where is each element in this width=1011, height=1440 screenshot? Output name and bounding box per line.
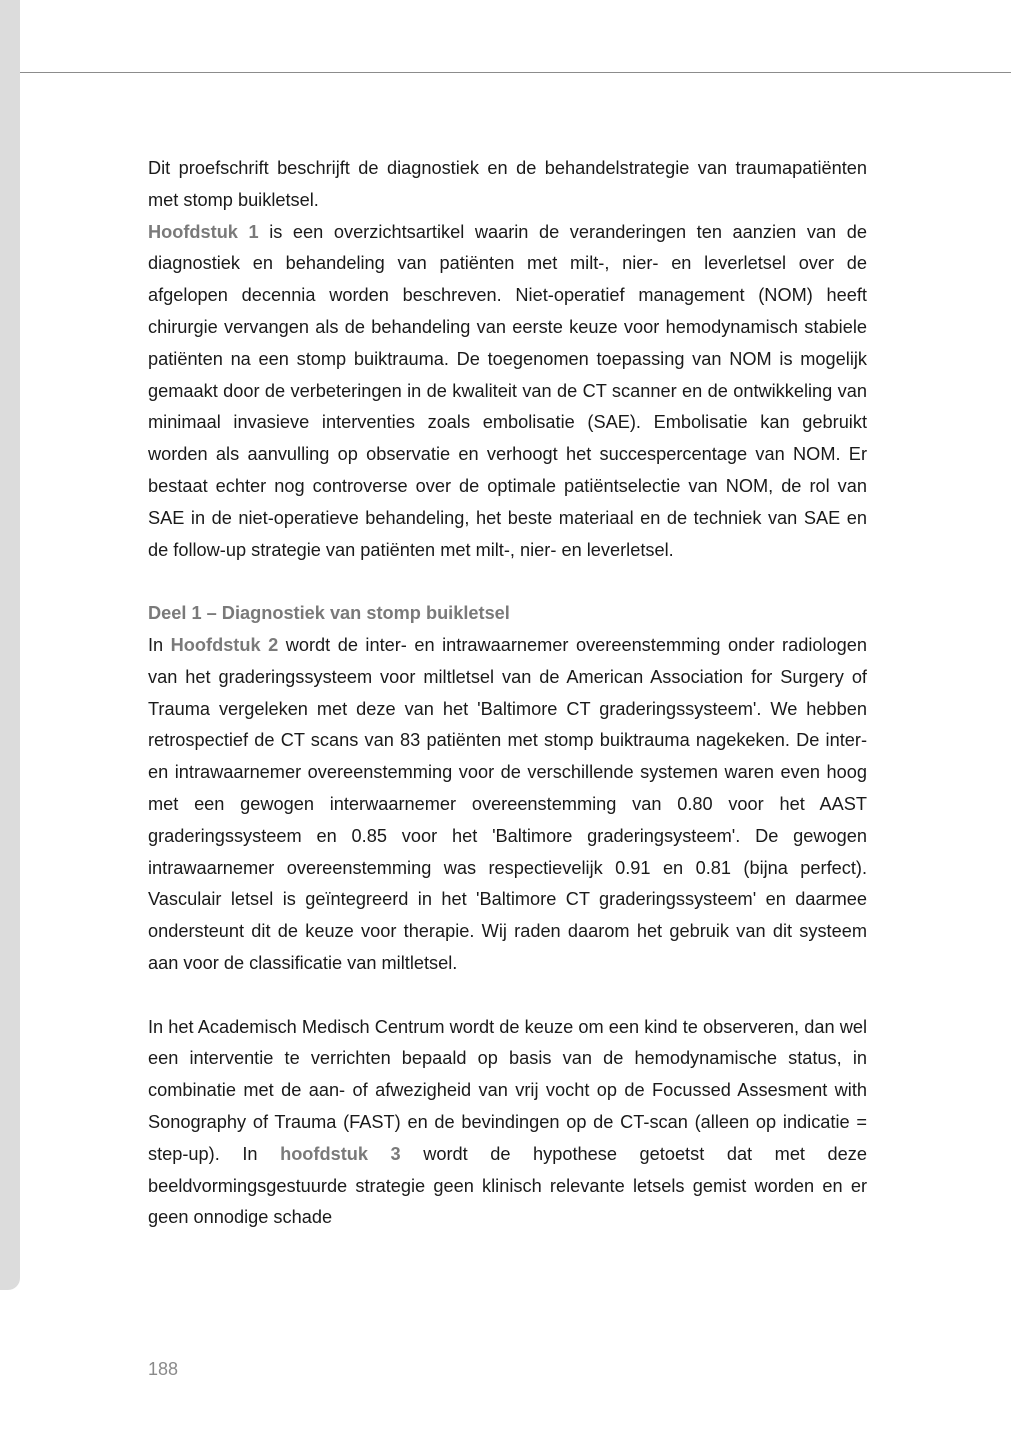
chapter3-text-before: In het Academisch Medisch Centrum wordt de keuze om een kind te observeren, dan wel een interventie te verrichten bepaald op basis van de hemodynamische status, in combinatie met de aan- of afwezigheid van vrij vocht op de Focussed Assesment with Sonography of Trauma (FAST) en de bevindingen op de CT-scan (alleen op indicatie = step-up). In: [148, 1016, 867, 1164]
page-number: 188: [148, 1359, 179, 1379]
page-body: [148, 153, 867, 1234]
intro-paragraph: [148, 153, 867, 217]
paragraph-gap: [148, 566, 867, 598]
chapter2-prefix: In: [148, 634, 171, 655]
paragraph-gap: [148, 980, 867, 1012]
side-margin-bar: [0, 0, 20, 1290]
chapter1-label: Hoofdstuk 1: [148, 221, 259, 242]
chapter2-paragraph: [148, 630, 867, 980]
chapter3-paragraph: [148, 1012, 867, 1235]
chapter1-text: is een overzichtsartikel waarin de veranderingen ten aanzien van de diagnostiek en behandeling van patiënten met milt-, nier- en leverletsel over de afgelopen decennia worden beschreven. Niet-operatief management (NOM) heeft chirurgie vervangen als de behandeling van eerste keuze voor hemodynamisch stabiele patiënten na een stomp buiktrauma. De toegenomen toepassing van NOM is mogelijk gemaakt door de verbeteringen in de kwaliteit van de CT scanner en de ontwikkeling van minimaal invasieve interventies zoals embolisatie (SAE). Embolisatie kan gebruikt worden als aanvulling op observatie en verhoogt het succespercentage van NOM. Er bestaat echter nog controverse over de optimale patiëntselectie van NOM, de rol van SAE in de niet-operatieve behandeling, het beste materiaal en de techniek van SAE en de follow-up strategie van patiënten met milt-, nier- en leverletsel.: [148, 221, 867, 560]
chapter2-text: wordt de inter- en intrawaarnemer overeenstemming onder radiologen van het graderingssysteem voor miltletsel van de American Association for Surgery of Trauma vergeleken met deze van het 'Baltimore CT graderingssysteem'. We hebben retrospectief de CT scans van 83 patiënten met stomp buiktrauma nagekeken. De inter- en intrawaarnemer overeenstemming voor de verschillende systemen waren even hoog met een gewogen interwaarnemer overeenstemming van 0.80 voor het AAST graderingssysteem en 0.85 voor het 'Baltimore graderingsysteem'. De gewogen intrawaarnemer overeenstemming was respectievelijk 0.91 en 0.81 (bijna perfect). Vasculair letsel is geïntegreerd in het 'Baltimore CT graderingssysteem' en daarmee ondersteunt dit de keuze voor therapie. Wij raden daarom het gebruik van dit systeem aan voor de classificatie van miltletsel.: [148, 634, 867, 973]
chapter3-text-after: wordt de hypothese getoetst dat met deze beeldvormingsgestuurde strategie geen klinisch relevante letsels gemist worden en er geen onnodige schade: [148, 1143, 867, 1228]
chapter2-label: Hoofdstuk 2: [170, 634, 279, 655]
chapter3-label: hoofdstuk 3: [280, 1143, 401, 1164]
chapter1-paragraph: [148, 217, 867, 567]
header-rule: [20, 72, 1011, 73]
intro-text: Dit proefschrift beschrijft de diagnostiek en de behandelstrategie van traumapatiënten met stomp buikletsel.: [148, 158, 867, 210]
part1-heading: Deel 1 – Diagnostiek van stomp buikletsel: [148, 603, 510, 624]
